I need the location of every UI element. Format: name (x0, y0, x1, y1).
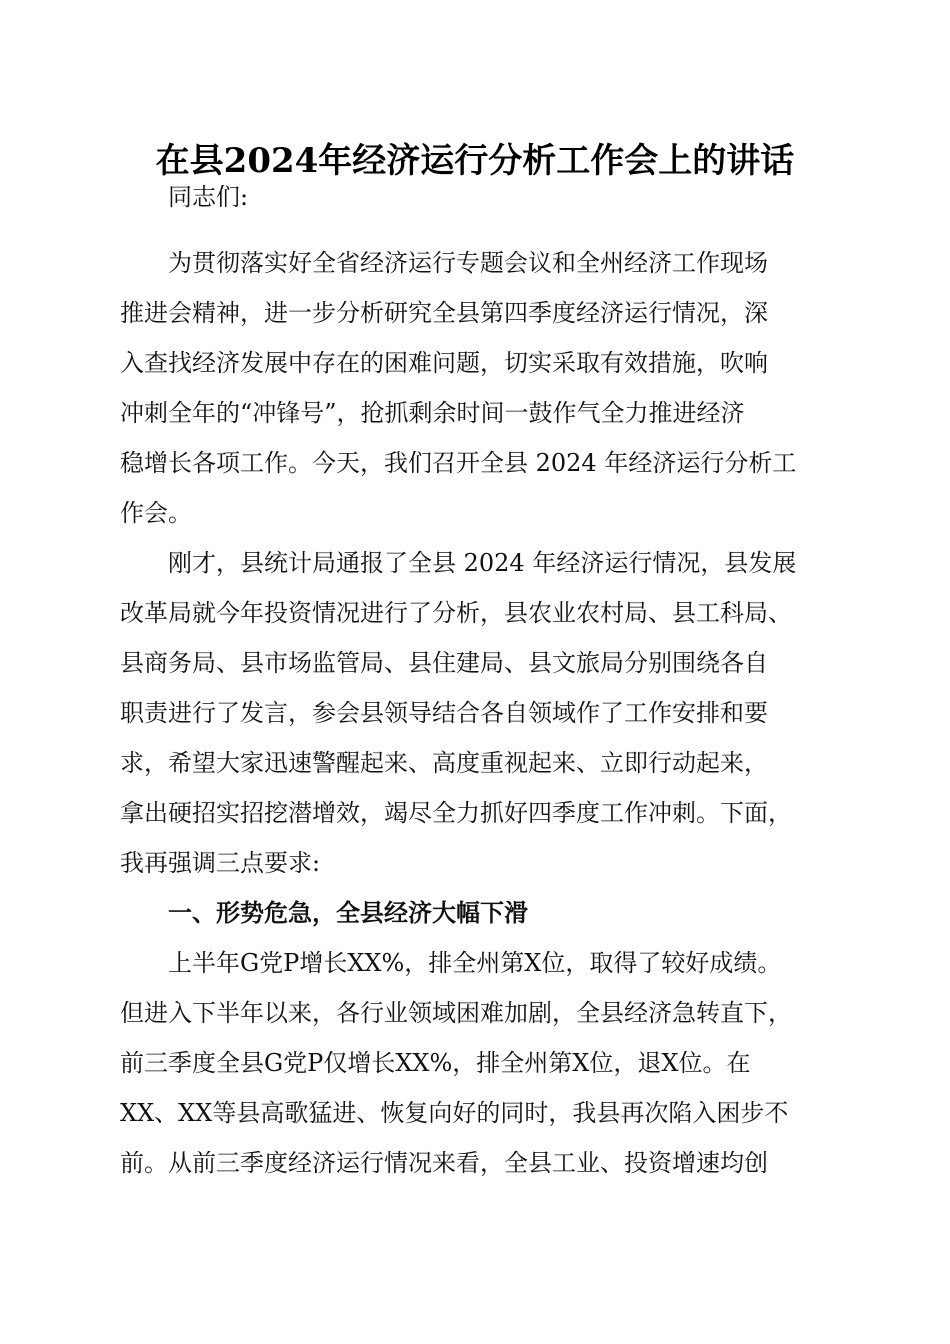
document-title: 在县2024年经济运行分析工作会上的讲话 (155, 141, 795, 181)
paragraph-line: XX、XX等县高歌猛进、恢复向好的同时，我县再次陷入困步不 (120, 1099, 789, 1127)
paragraph-line: 上半年G党P增长XX%，排全州第X位，取得了较好成绩。 (168, 949, 782, 977)
paragraph-line: 作会。 (120, 499, 192, 527)
paragraph-line: 冲刺全年的“冲锋号”，抢抓剩余时间一鼓作气全力推进经济 (120, 399, 745, 427)
paragraph-line: 为贯彻落实好全省经济运行专题会议和全州经济工作现场 (168, 249, 768, 277)
paragraph-line: 刚才，县统计局通报了全县 2024 年经济运行情况，县发展 (168, 549, 797, 577)
paragraph-line: 拿出硬招实招挖潜增效，竭尽全力抓好四季度工作冲刺。下面， (120, 799, 792, 827)
paragraph-line: 求，希望大家迅速警醒起来、高度重视起来、立即行动起来， (120, 749, 768, 777)
paragraph-line: 稳增长各项工作。今天，我们召开全县 2024 年经济运行分析工 (120, 449, 797, 477)
paragraph-line: 入查找经济发展中存在的困难问题，切实采取有效措施，吹响 (120, 349, 768, 377)
paragraph-line: 推进会精神，进一步分析研究全县第四季度经济运行情况，深 (120, 299, 768, 327)
paragraph-line: 我再强调三点要求: (120, 849, 321, 877)
paragraph-line: 前。从前三季度经济运行情况来看，全县工业、投资增速均创 (120, 1149, 768, 1177)
paragraph-line: 职责进行了发言，参会县领导结合各自领域作了工作安排和要 (120, 699, 768, 727)
section-heading: 一、形势危急，全县经济大幅下滑 (168, 899, 528, 927)
paragraph-line: 改革局就今年投资情况进行了分析，县农业农村局、县工科局、 (120, 599, 792, 627)
salutation: 同志们: (168, 183, 249, 211)
paragraph-line: 但进入下半年以来，各行业领域困难加剧，全县经济急转直下， (120, 999, 792, 1027)
paragraph-line: 前三季度全县G党P仅增长XX%，排全州第X位，退X位。在 (120, 1049, 751, 1077)
paragraph-line: 县商务局、县市场监管局、县住建局、县文旅局分别围绕各自 (120, 649, 768, 677)
